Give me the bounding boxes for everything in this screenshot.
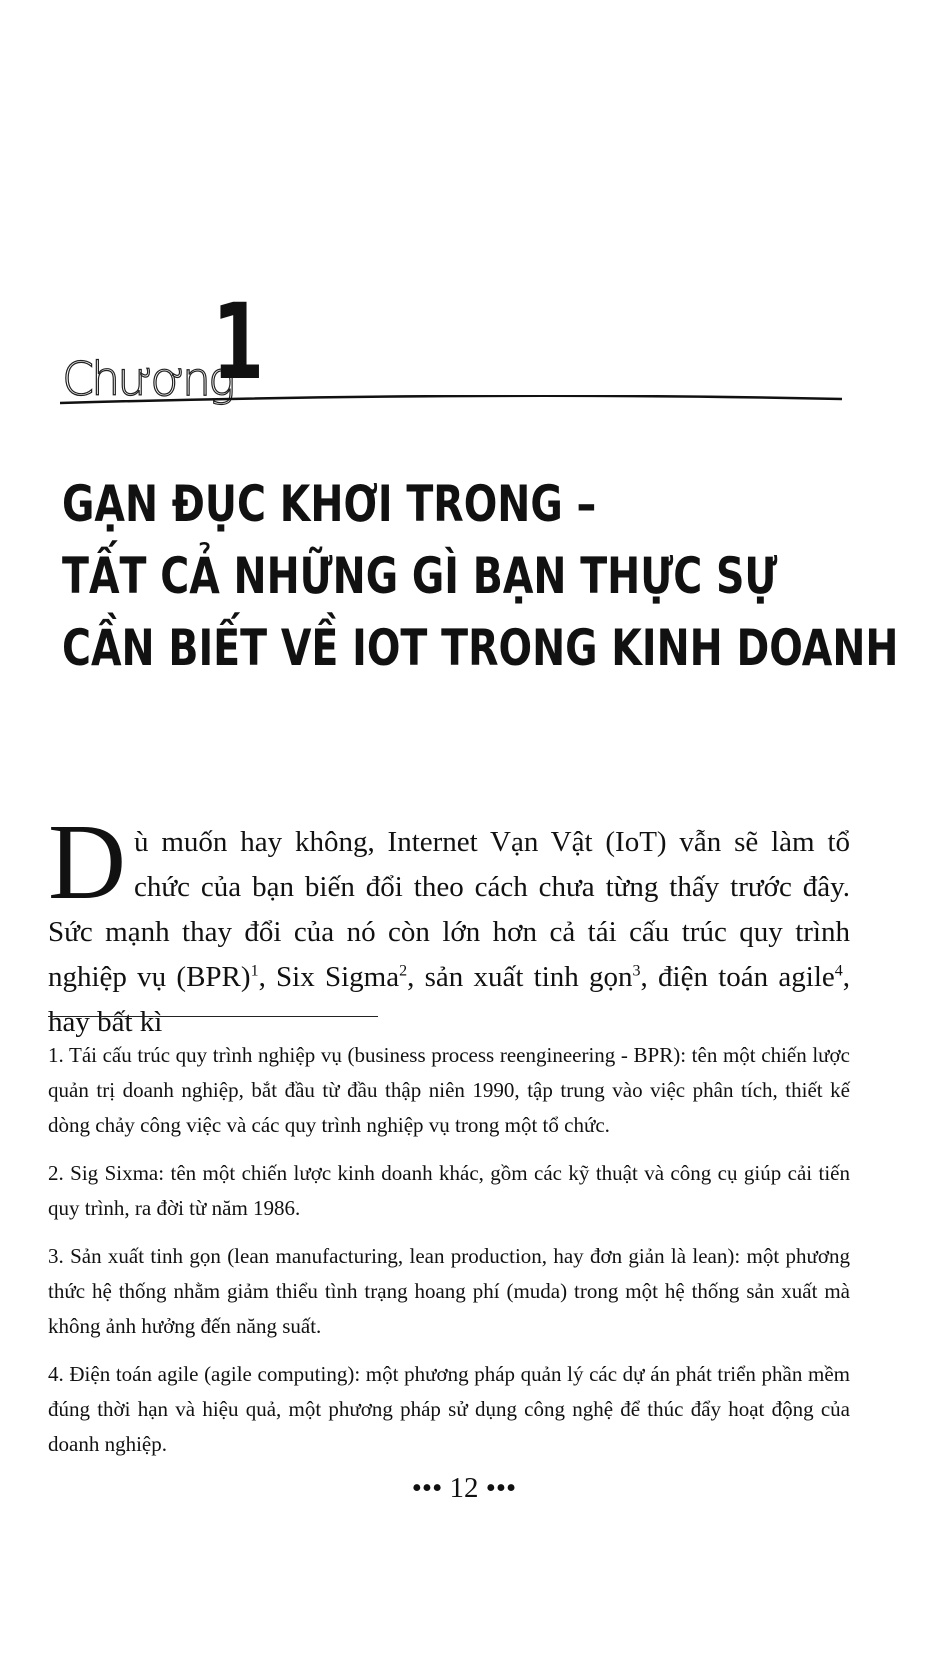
footnotes [48,1038,850,1475]
drop-cap: D [48,803,126,922]
body-text-4: , điện toán agile [640,961,835,993]
footnote-divider [48,1016,378,1017]
chapter-title [62,468,902,684]
footnote-2: 2. Sig Sixma: tên một chiến lược kinh doanh khác, gồm các kỹ thuật và công cụ giúp cải tiến quy trình, ra đời từ năm 1986. [48,1161,850,1220]
footnote-ref-3: 3 [632,962,641,980]
footnote-1: 1. Tái cấu trúc quy trình nghiệp vụ (business process reengineering - BPR): tên một chiến lược quản trị doanh nghiệp, bắt đầu từ đầu thập niên 1990, tập trung vào việc phân tích, thiết kế dòng chảy công việc và các quy trình nghiệp vụ trong một tổ chức. [48,1043,850,1137]
chapter-title-line-3: CẦN BIẾT VỀ IOT TRONG KINH DOANH [62,619,899,677]
body-text-5: , hay bất kì [48,961,850,1038]
body-text-1: ù muốn hay không, Internet Vạn Vật (IoT) vẫn sẽ làm tổ chức của bạn biến đổi theo cách chưa từng thấy trước đây. Sức mạnh thay đổi của nó còn lớn hơn cả tái cấu trúc quy trình nghiệp vụ (BPR) [48,826,850,993]
chapter-rule-divider [60,395,850,409]
footnote-4: 4. Điện toán agile (agile computing): một phương pháp quản lý các dự án phát triển phần mềm đúng thời hạn và hiệu quả, một phương pháp sử dụng công nghệ để thúc đẩy hoạt động của doanh nghiệp. [48,1362,850,1456]
chapter-label: Chương [62,352,233,406]
footnote-ref-4: 4 [834,962,843,980]
chapter-title-line-1: GẠN ĐỤC KHƠI TRONG – [62,475,597,533]
footnote-ref-2: 2 [399,962,408,980]
page-number: ••• 12 ••• [411,1472,517,1504]
footnote-ref-1: 1 [250,962,259,980]
chapter-title-line-2: TẤT CẢ NHỮNG GÌ BẠN THỰC SỰ [62,547,778,605]
chapter-number: 1 [212,281,265,403]
footnote-3: 3. Sản xuất tinh gọn (lean manufacturing, lean production, hay đơn giản là lean): một phương thức hệ thống nhằm giảm thiểu tình trạng hoang phí (muda) trong một hệ thống sản xuất mà không ảnh hưởng đến năng suất. [48,1244,850,1338]
body-paragraph [48,803,850,1045]
body-text-3: , sản xuất tinh gọn [407,961,633,993]
body-text-2: , Six Sigma [258,961,400,993]
